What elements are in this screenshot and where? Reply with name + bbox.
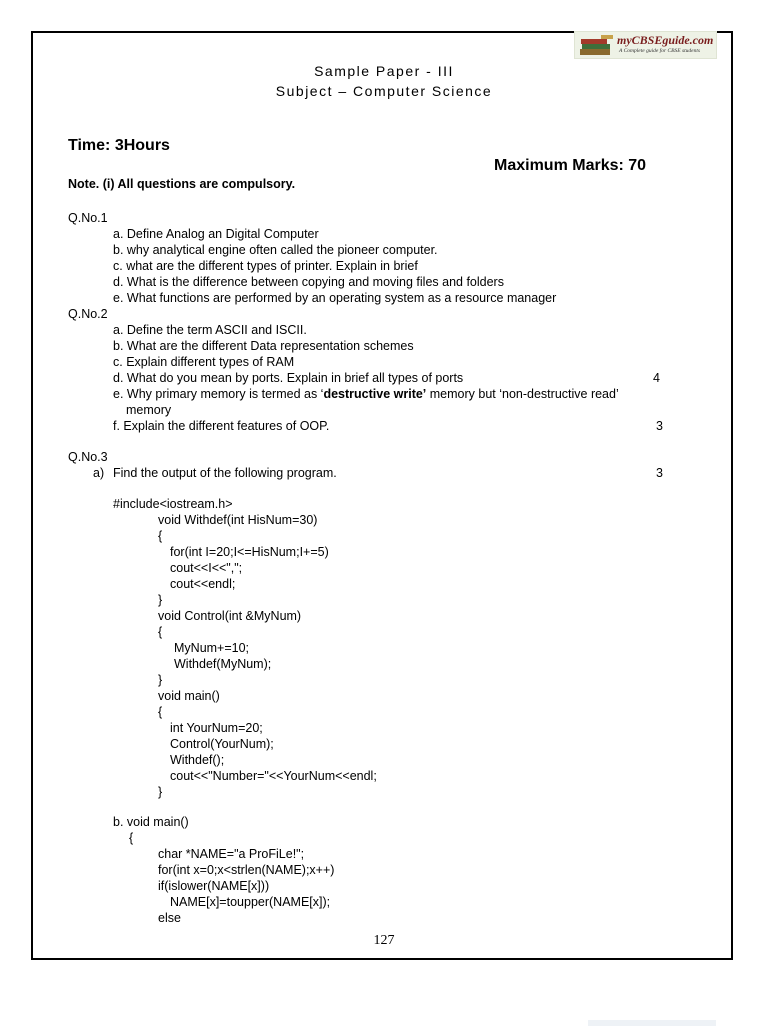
q2-item-a: a. Define the term ASCII and ISCII. <box>113 323 307 337</box>
code-line: for(int x=0;x<strlen(NAME);x++) <box>158 863 335 877</box>
logo-brand: myCBSEguide.com <box>617 33 714 47</box>
logo-tagline: A Complete guide for CBSE students <box>619 48 701 54</box>
q1-item: e. What functions are performed by an operating system as a resource manager <box>113 291 557 305</box>
maximum-marks: Maximum Marks: 70 <box>494 157 647 174</box>
q1-item: b. why analytical engine often called the pioneer computer. <box>113 243 438 257</box>
code-line: void Control(int &MyNum) <box>158 609 302 623</box>
q1-item: d. What is the difference between copying and moving files and folders <box>113 275 504 289</box>
code-line: void Withdef(int HisNum=30) <box>158 513 318 527</box>
code-line: { <box>158 705 163 719</box>
code-line: } <box>158 673 163 687</box>
instructions-note: Note. (i) All questions are compulsory. <box>68 177 296 191</box>
paper-title: Sample Paper - III <box>314 63 454 79</box>
code-line: if(islower(NAME[x])) <box>158 879 270 893</box>
code-line: MyNum+=10; <box>174 641 250 655</box>
q3-a-marks: 3 <box>656 466 663 480</box>
mycbseguide-logo <box>574 31 717 59</box>
code-line: else <box>158 911 181 925</box>
q1-heading: Q.No.1 <box>68 211 108 225</box>
code-line: Withdef(); <box>170 753 225 767</box>
code-line: for(int I=20;I<=HisNum;I+=5) <box>170 545 329 559</box>
question-paper-page <box>31 31 733 960</box>
time-allowed: Time: 3Hours <box>68 137 170 154</box>
code-line: } <box>158 785 163 799</box>
q1-item: c. what are the different types of printer. Explain in brief <box>113 259 418 273</box>
q2-item-e <box>113 386 619 402</box>
code-line: #include<iostream.h> <box>113 497 233 511</box>
q2-d-marks: 4 <box>653 371 660 385</box>
code-line: Withdef(MyNum); <box>174 657 272 671</box>
q1-item: a. Define Analog an Digital Computer <box>113 227 319 241</box>
next-page-logo-edge <box>588 1020 716 1026</box>
q2-item-c: c. Explain different types of RAM <box>113 355 295 369</box>
code-line: { <box>158 625 163 639</box>
code-line: { <box>158 529 163 543</box>
q3-a-text: Find the output of the following program. <box>113 466 337 480</box>
code-line: cout<<endl; <box>170 577 236 591</box>
q3-b-label: b. void main() <box>113 815 189 829</box>
q2-heading: Q.No.2 <box>68 307 108 321</box>
code-line: int YourNum=20; <box>170 721 263 735</box>
code-line: cout<<I<<","; <box>170 561 243 575</box>
q3-a-label: a) <box>93 466 105 480</box>
q2-f-marks: 3 <box>656 419 663 433</box>
q2-item-d: d. What do you mean by ports. Explain in brief all types of ports <box>113 371 464 385</box>
books-icon <box>579 35 615 57</box>
code-line: char *NAME="a ProFiLe!"; <box>158 847 305 861</box>
code-line: { <box>129 831 134 845</box>
page-number: 127 <box>373 933 395 948</box>
paper-subject: Subject – Computer Science <box>275 83 493 99</box>
q3-heading: Q.No.3 <box>68 450 108 464</box>
q2-item-f: f. Explain the different features of OOP. <box>113 419 330 433</box>
code-line: void main() <box>158 689 220 703</box>
q2-item-e-continued: memory <box>126 403 172 417</box>
q2-e-text-end: memory but ‘non-destructive read’ <box>426 387 619 401</box>
code-line: NAME[x]=toupper(NAME[x]); <box>170 895 331 909</box>
q2-e-bold-term: destructive write’ <box>323 387 427 401</box>
code-line: cout<<"Number="<<YourNum<<endl; <box>170 769 377 783</box>
q2-e-text: e. Why primary memory is termed as ‘ <box>113 387 324 401</box>
code-line: Control(YourNum); <box>170 737 274 751</box>
q2-item-b: b. What are the different Data representation schemes <box>113 339 414 353</box>
code-line: } <box>158 593 163 607</box>
